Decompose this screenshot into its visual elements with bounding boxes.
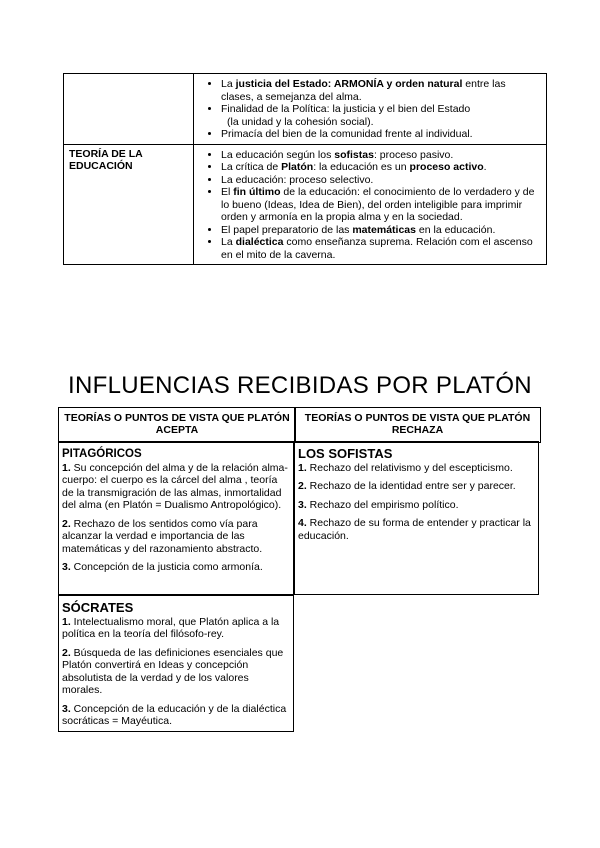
list-item: • Finalidad de la Política: la justicia y el bien del Estado (la unidad y la cohesión social).	[221, 103, 540, 128]
row-label: TEORÍA DE LA EDUCACIÓN	[64, 144, 194, 265]
section-socrates	[58, 595, 294, 732]
section-pitagoricos	[58, 441, 294, 595]
row-content	[194, 144, 547, 265]
list-item: 3. Concepción de la educación y de la dialéctica socráticas = Mayéutica.	[62, 702, 287, 727]
header-rejects: TEORÍAS O PUNTOS DE VISTA QUE PLATÓN RECHAZA	[294, 407, 541, 443]
table-row	[64, 144, 547, 265]
list-item-continuation: (la unidad y la cohesión social).	[227, 115, 374, 128]
page-title: INFLUENCIAS RECIBIDAS POR PLATÓN	[68, 372, 532, 399]
list-item: 1. Rechazo del relativismo y del escepticismo.	[298, 461, 513, 474]
table-row	[64, 74, 547, 145]
section-sofistas	[294, 441, 539, 595]
row-label	[64, 74, 194, 145]
list-item: • La educación: proceso selectivo.	[221, 174, 540, 187]
list-item: 4. Rechazo de su forma de entender y practicar la educación.	[298, 517, 531, 542]
top-table	[63, 73, 547, 265]
bullet-list	[199, 149, 540, 262]
bullet-list	[199, 78, 540, 141]
section-title: LOS SOFISTAS	[298, 446, 393, 461]
list-item: • La dialéctica como enseñanza suprema. Relación com el ascenso en el mito de la caverna.	[221, 236, 540, 261]
list-item: 1. Intelectualismo moral, que Platón aplica a la política en la teoría del filósofo-rey.	[62, 615, 280, 640]
list-item: • El papel preparatorio de las matemáticas en la educación.	[221, 224, 540, 237]
list-item: 2. Búsqueda de las definiciones esenciales que Platón convertirá en Ideas y concepción absolutista de la verdad y de los valores morales.	[62, 646, 284, 696]
list-item: 2. Rechazo de los sentidos como vía para alcanzar la verdad e importancia de las matemáticas y del razonamiento abstracto.	[62, 517, 263, 555]
list-item: 3. Rechazo del empirismo político.	[298, 498, 459, 511]
list-item: • La justicia del Estado: ARMONÍA y orden natural entre las clases, a semejanza del alma.	[221, 78, 540, 103]
list-item: 2. Rechazo de la identidad entre ser y parecer.	[298, 480, 516, 492]
list-item: 1. Su concepción del alma y de la relación alma-cuerpo: el cuerpo es la cárcel del alma , teoría de la transmigración de las almas, inmortalidad del alma (en Platón = Dualismo Antropológico).	[62, 461, 288, 511]
list-item: • La educación según los sofistas: proceso pasivo.	[221, 149, 540, 162]
list-item: • La crítica de Platón: la educación es un proceso activo.	[221, 161, 540, 174]
list-item: • Primacía del bien de la comunidad frente al individual.	[221, 128, 540, 141]
header-accepts: TEORÍAS O PUNTOS DE VISTA QUE PLATÓN ACEPTA	[58, 407, 296, 443]
list-item: 3. Concepción de la justicia como armonía.	[62, 561, 263, 573]
section-title: PITAGÓRICOS	[62, 448, 142, 460]
row-content	[194, 74, 547, 145]
section-title: SÓCRATES	[62, 600, 134, 615]
list-item: • El fin último de la educación: el conocimiento de lo verdadero y de lo bueno (Ideas, Idea de Bien), del orden inteligible para imprimir orden y armonía en la propia alma y en la sociedad.	[221, 186, 540, 224]
